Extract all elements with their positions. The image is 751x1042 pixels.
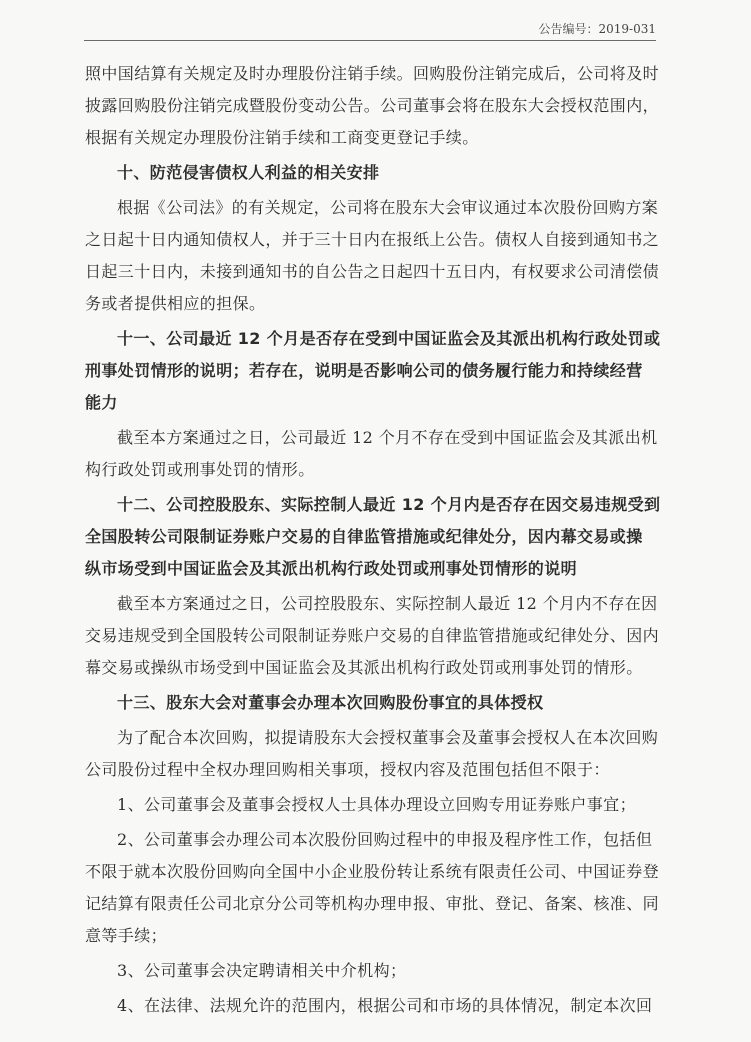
text-line: 日起三十日内，未接到通知书的自公告之日起四十五日内，有权要求公司清偿债 <box>85 262 660 281</box>
text-line: 幕交易或操纵市场受到中国证监会及其派出机构行政处罚或刑事处罚的情形。 <box>85 658 643 677</box>
text-line: 披露回购股份注销完成暨股份变动公告。公司董事会将在股东大会授权范围内， <box>85 96 660 115</box>
document-body <box>85 58 661 1022</box>
section-heading-12 <box>85 489 661 585</box>
paragraph-continuation <box>85 58 660 154</box>
list-item-2 <box>85 824 660 952</box>
page-header <box>84 20 656 41</box>
text-line: 2、公司董事会办理公司本次股份回购过程中的申报及程序性工作，包括但 <box>117 830 653 849</box>
heading-line: 刑事处罚情形的说明；若存在，说明是否影响公司的债务履行能力和持续经营 <box>85 361 643 380</box>
text-line: 截至本方案通过之日，公司最近 12 个月不存在受到中国证监会及其派出机 <box>117 428 658 447</box>
heading-line: 纵市场受到中国证监会及其派出机构行政处罚或刑事处罚情形的说明 <box>85 559 578 578</box>
text-line: 照中国结算有关规定及时办理股份注销手续。回购股份注销完成后，公司将及时 <box>85 64 660 83</box>
text-line: 1、公司董事会及董事会授权人士具体办理设立回购专用证券账户事宜； <box>117 795 636 814</box>
text-line: 为了配合本次回购，拟提请股东大会授权董事会及董事会授权人在本次回购 <box>117 728 659 747</box>
section-heading-10 <box>117 157 657 189</box>
heading-line: 十三、股东大会对董事会办理本次回购股份事宜的具体授权 <box>117 693 544 712</box>
list-item-4 <box>117 990 657 1022</box>
paragraph-10 <box>85 192 660 320</box>
text-line: 截至本方案通过之日，公司控股股东、实际控制人最近 12 个月内不存在因 <box>117 594 658 613</box>
announcement-code: 公告编号：2019-031 <box>538 22 656 36</box>
text-line: 不限于就本次股份回购向全国中小企业股份转让系统有限责任公司、中国证券登 <box>85 862 660 881</box>
heading-line: 十、防范侵害债权人利益的相关安排 <box>117 163 380 182</box>
text-line: 根据《公司法》的有关规定，公司将在股东大会审议通过本次股份回购方案 <box>117 198 659 217</box>
text-line: 务或者提供相应的担保。 <box>85 294 266 313</box>
paragraph-13 <box>85 722 659 786</box>
list-item-1 <box>117 789 657 821</box>
text-line: 交易违规受到全国股转公司限制证券账户交易的自律监管措施或纪律处分、因内 <box>85 626 660 645</box>
heading-line: 十二、公司控股股东、实际控制人最近 12 个月内是否存在因交易违规受到 <box>117 495 661 514</box>
section-heading-11 <box>85 323 661 419</box>
text-line: 公司股份过程中全权办理回购相关事项，授权内容及范围包括但不限于： <box>85 760 610 779</box>
paragraph-11 <box>85 422 658 486</box>
heading-line: 十一、公司最近 12 个月是否存在受到中国证监会及其派出机构行政处罚或 <box>117 329 661 348</box>
text-line: 4、在法律、法规允许的范围内，根据公司和市场的具体情况，制定本次回 <box>117 996 653 1015</box>
section-heading-13 <box>117 687 657 719</box>
text-line: 之日起十日内通知债权人，并于三十日内在报纸上公告。债权人自接到通知书之 <box>85 230 660 249</box>
text-line: 记结算有限责任公司北京分公司等机构办理申报、审批、登记、备案、核准、同 <box>85 894 660 913</box>
heading-line: 能力 <box>85 393 118 412</box>
text-line: 根据有关规定办理股份注销手续和工商变更登记手续。 <box>85 128 479 147</box>
text-line: 意等手续； <box>85 926 168 945</box>
heading-line: 全国股转公司限制证券账户交易的自律监管措施或纪律处分，因内幕交易或操 <box>85 527 643 546</box>
paragraph-12 <box>85 588 660 684</box>
text-line: 3、公司董事会决定聘请相关中介机构； <box>117 961 407 980</box>
text-line: 构行政处罚或刑事处罚的情形。 <box>85 460 315 479</box>
list-item-3 <box>117 955 657 987</box>
